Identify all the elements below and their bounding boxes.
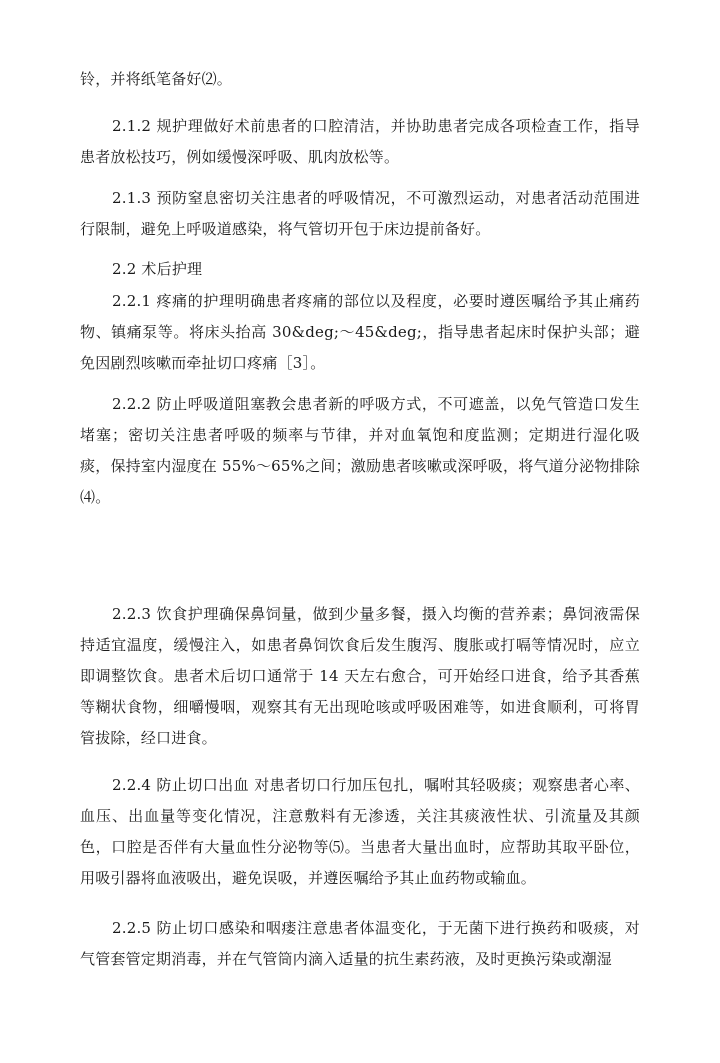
paragraph-2-2-2: 2.2.2 防止呼吸道阻塞教会患者新的呼吸方式，不可遮盖，以免气管造口发生堵塞；密切关注患者呼吸的频率与节律，并对血氧饱和度监测；定期进行湿化吸痰，保持室内湿度在 55%～65%之间；激励患者咳嗽或深呼吸，将气道分泌物排除⑷。 (80, 395, 640, 506)
paragraph-2-2-4: 2.2.4 防止切口出血 对患者切口行加压包扎，嘱咐其轻吸痰；观察患者心率、血压、出血量等变化情况，注意敷料有无渗透，关注其痰液性状、引流量及其颜色，口腔是否伴有大量血性分泌物等⑸。当患者大量出血时，应帮助其取平卧位，用吸引器将血液吸出，避免误吸，并遵医嘱给予其止血药物或输血。 (80, 776, 640, 887)
paragraph-2-1-3: 2.1.3 预防窒息密切关注患者的呼吸情况，不可激烈运动，对患者活动范围进行限制，避免上呼吸道感染，将气管切开包于床边提前备好。 (80, 189, 640, 238)
paragraph-2-2-1: 2.2.1 疼痛的护理明确患者疼痛的部位以及程度，必要时遵医嘱给予其止痛药物、镇痛泵等。将床头抬高 30&deg;～45&deg;，指导患者起床时保护头部；避免因剧烈咳嗽而牵扯切口疼痛［3］。 (80, 292, 640, 372)
paragraph-2-1-2: 2.1.2 规护理做好术前患者的口腔清洁，并协助患者完成各项检查工作，指导患者放松技巧，例如缓慢深呼吸、肌肉放松等。 (80, 117, 640, 166)
paragraph-2-2-5: 2.2.5 防止切口感染和咽瘘注意患者体温变化，于无菌下进行换药和吸痰，对气管套管定期消毒，并在气管筒内滴入适量的抗生素药液，及时更换污染或潮湿 (80, 919, 640, 968)
section-heading-2-2: 2.2 术后护理 (112, 260, 203, 278)
paragraph-continuation: 铃，并将纸笔备好⑵。 (80, 70, 233, 88)
paragraph-2-2-3: 2.2.3 饮食护理确保鼻饲量，做到少量多餐，摄入均衡的营养素；鼻饲液需保持适宜温度，缓慢注入，如患者鼻饲饮食后发生腹泻、腹胀或打嗝等情况时，应立即调整饮食。患者术后切口通常于 14 天左右愈合，可开始经口进食，给予其香蕉等糊状食物，细嚼慢咽，观察其有无出现呛咳或呼吸困难等，如进食顺利，可将胃管拔除，经口进食。 (80, 605, 640, 747)
